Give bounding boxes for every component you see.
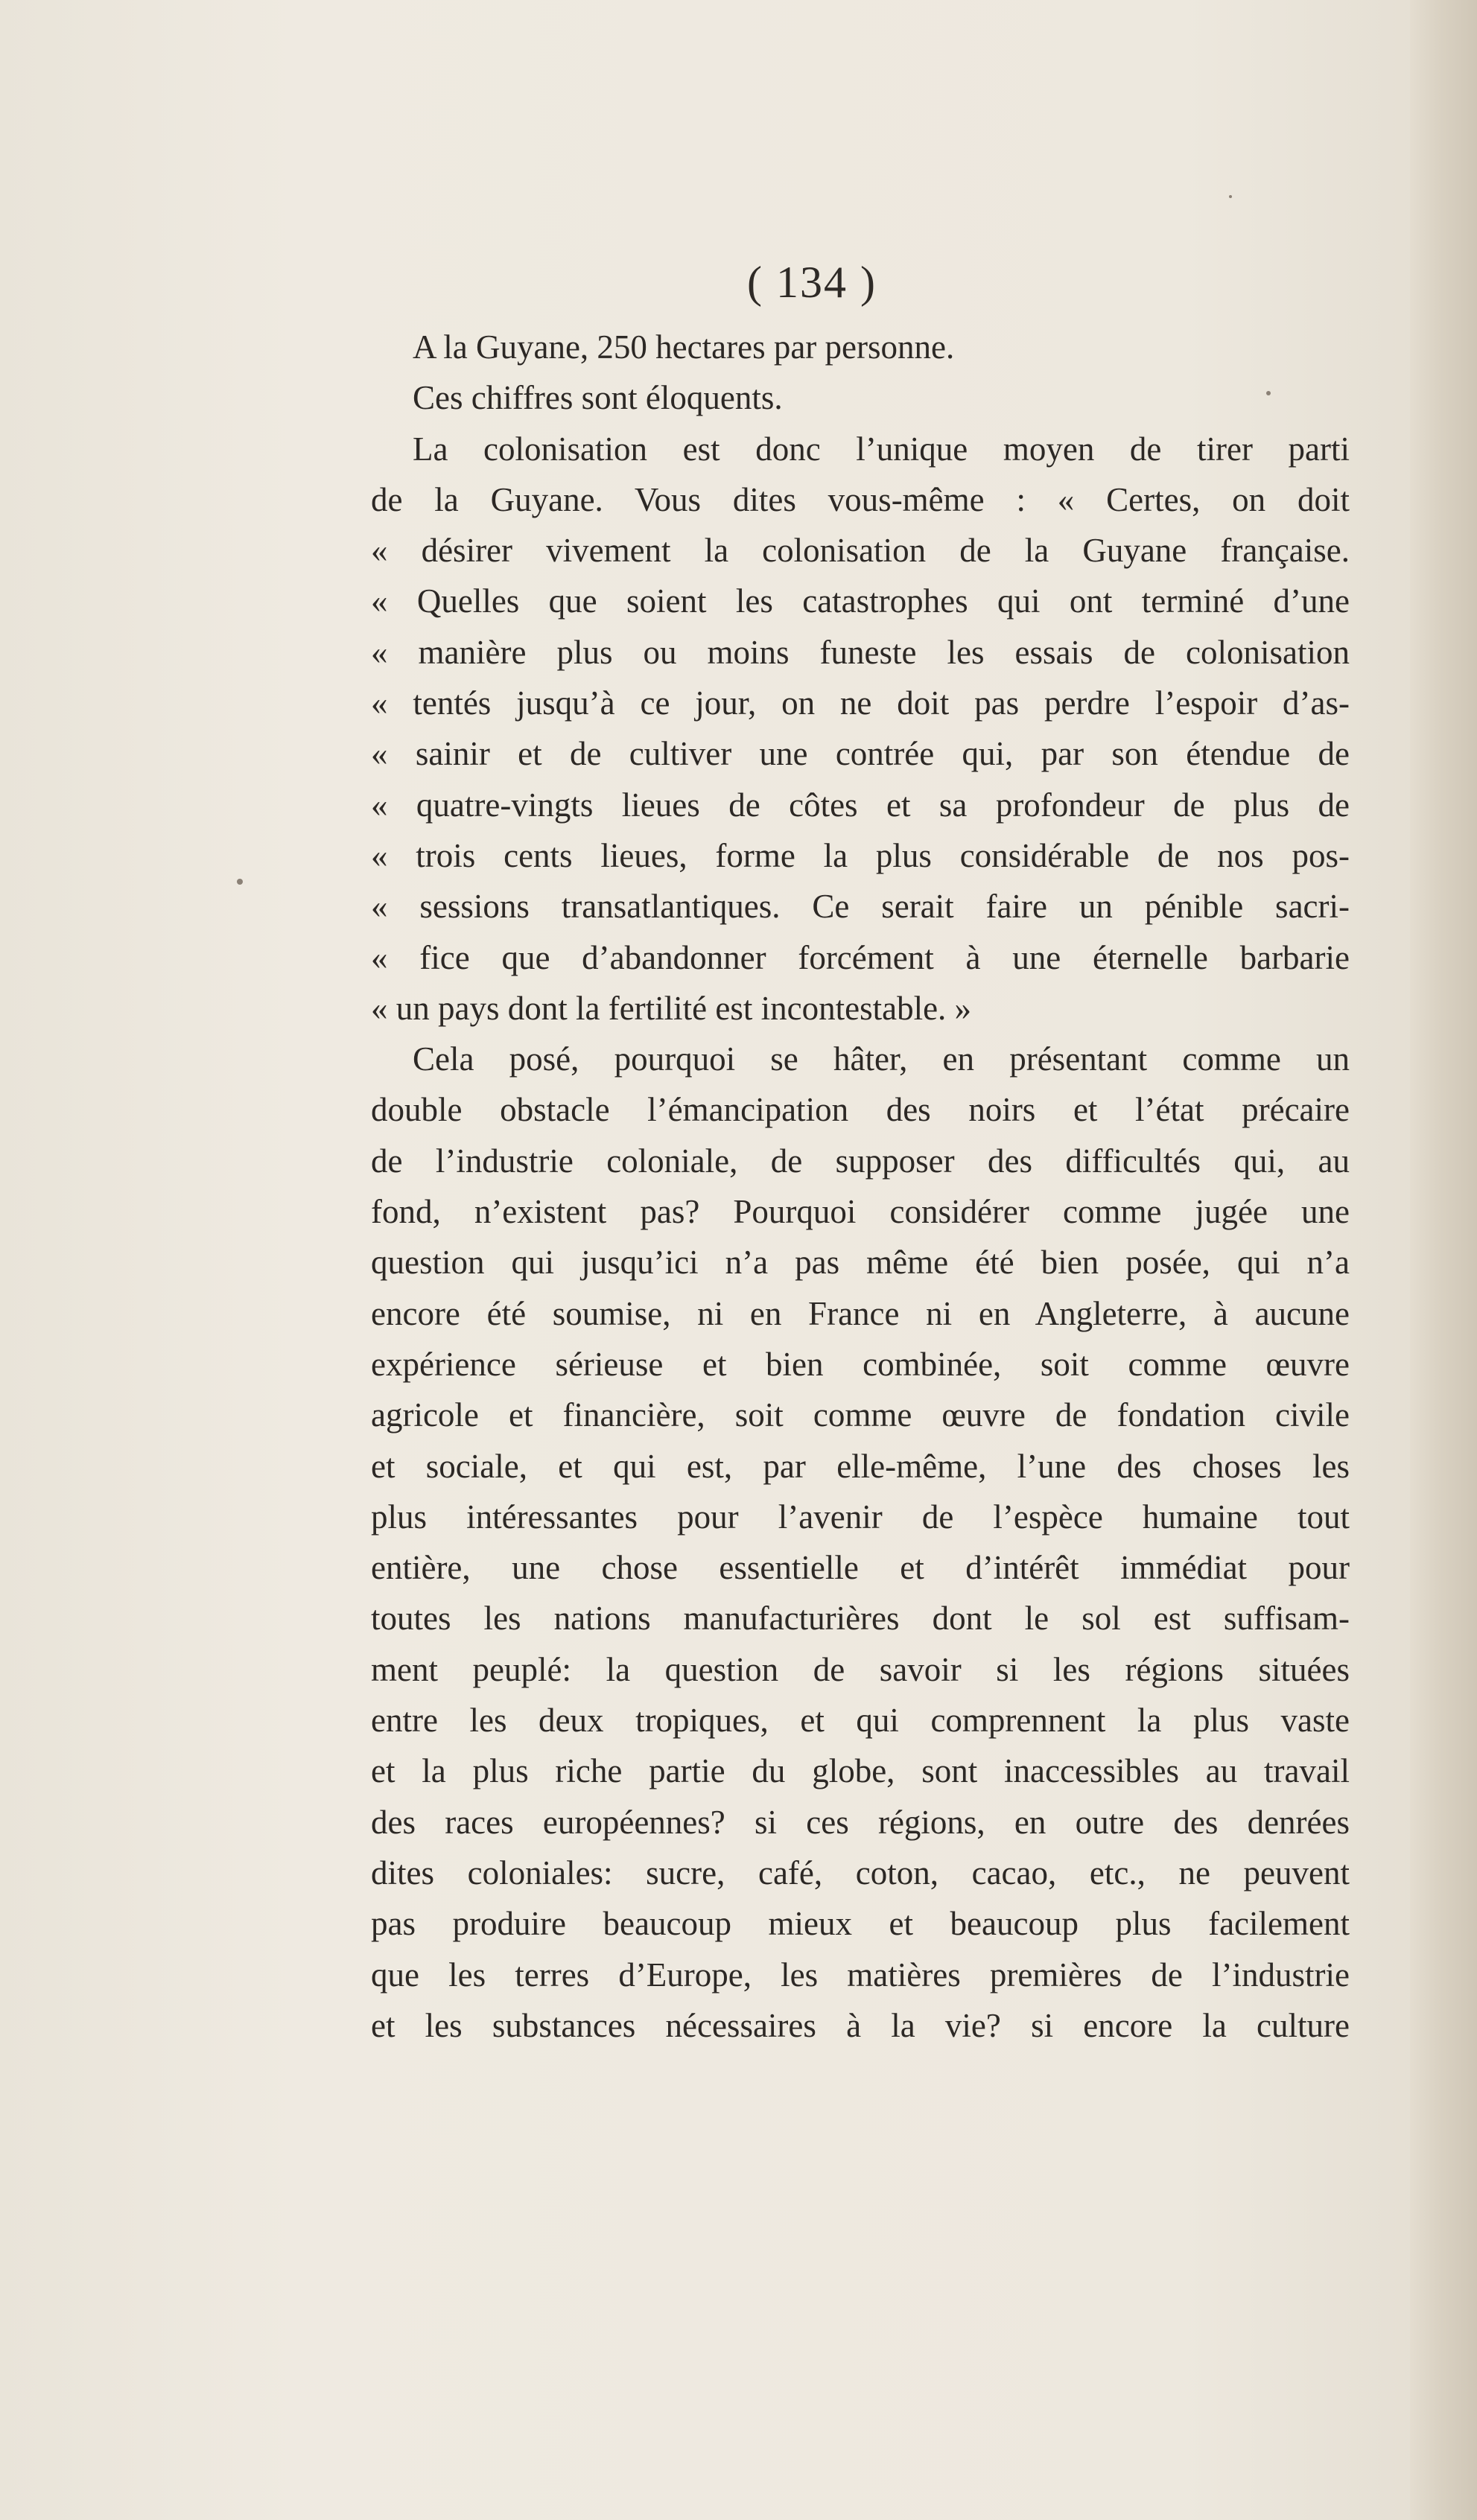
- text-line: que les terres d’Europe, les matières premières de l’industrie: [371, 1956, 1350, 1994]
- text-line: Ces chiffres sont éloquents.: [413, 379, 783, 417]
- text-line: « un pays dont la fertilité est incontestable. »: [371, 989, 972, 1027]
- text-line: Cela posé, pourquoi se hâter, en présentant comme un: [413, 1040, 1350, 1078]
- text-line: plus intéressantes pour l’avenir de l’espèce humaine tout: [371, 1498, 1350, 1536]
- text-line: de l’industrie coloniale, de supposer des difficultés qui, au: [371, 1142, 1350, 1180]
- text-line: entre les deux tropiques, et qui comprennent la plus vaste: [371, 1702, 1350, 1740]
- text-line: A la Guyane, 250 hectares par personne.: [413, 328, 955, 366]
- text-line: ment peuplé: la question de savoir si les régions situées: [371, 1650, 1350, 1688]
- text-line: encore été soumise, ni en France ni en Angleterre, à aucune: [371, 1294, 1350, 1332]
- page-spine-shadow: [1410, 0, 1477, 2520]
- text-line: et sociale, et qui est, par elle-même, l’une des choses les: [371, 1447, 1350, 1485]
- text-line: La colonisation est donc l’unique moyen de tirer parti: [413, 430, 1350, 468]
- text-line: des races européennes? si ces régions, en outre des denrées: [371, 1803, 1350, 1841]
- text-line: question qui jusqu’ici n’a pas même été bien posée, qui n’a: [371, 1244, 1350, 1282]
- text-line: double obstacle l’émancipation des noirs et l’état précaire: [371, 1091, 1350, 1129]
- text-line: « sessions transatlantiques. Ce serait faire un pénible sacri-: [371, 888, 1350, 926]
- text-line: et les substances nécessaires à la vie? si encore la culture: [371, 2006, 1350, 2044]
- text-line: « sainir et de cultiver une contrée qui, par son étendue de: [371, 735, 1350, 773]
- paper-speck: [1229, 195, 1232, 198]
- text-line: « Quelles que soient les catastrophes qui ont terminé d’une: [371, 582, 1350, 620]
- body-text: [371, 322, 1350, 2051]
- text-line: dites coloniales: sucre, café, coton, cacao, etc., ne peuvent: [371, 1854, 1350, 1891]
- paper-speck: [237, 879, 243, 885]
- text-line: « tentés jusqu’à ce jour, on ne doit pas perdre l’espoir d’as-: [371, 684, 1350, 722]
- text-line: « trois cents lieues, forme la plus considérable de nos pos-: [371, 836, 1350, 874]
- text-line: « quatre-vingts lieues de côtes et sa profondeur de plus de: [371, 786, 1350, 824]
- text-line: entière, une chose essentielle et d’intérêt immédiat pour: [371, 1549, 1350, 1587]
- text-line: « fice que d’abandonner forcément à une éternelle barbarie: [371, 938, 1350, 976]
- text-line: agricole et financière, soit comme œuvre de fondation civile: [371, 1396, 1350, 1434]
- text-line: de la Guyane. Vous dites vous-même : « Certes, on doit: [371, 480, 1350, 518]
- page-number: ( 134 ): [747, 258, 877, 307]
- text-line: pas produire beaucoup mieux et beaucoup plus facilement: [371, 1905, 1350, 1943]
- text-line: « désirer vivement la colonisation de la Guyane française.: [371, 532, 1350, 570]
- text-line: toutes les nations manufacturières dont le sol est suffisam-: [371, 1600, 1350, 1638]
- text-line: expérience sérieuse et bien combinée, soit comme œuvre: [371, 1345, 1350, 1383]
- text-line: et la plus riche partie du globe, sont inaccessibles au travail: [371, 1752, 1350, 1790]
- text-line: fond, n’existent pas? Pourquoi considérer comme jugée une: [371, 1193, 1350, 1231]
- text-line: « manière plus ou moins funeste les essais de colonisation: [371, 633, 1350, 671]
